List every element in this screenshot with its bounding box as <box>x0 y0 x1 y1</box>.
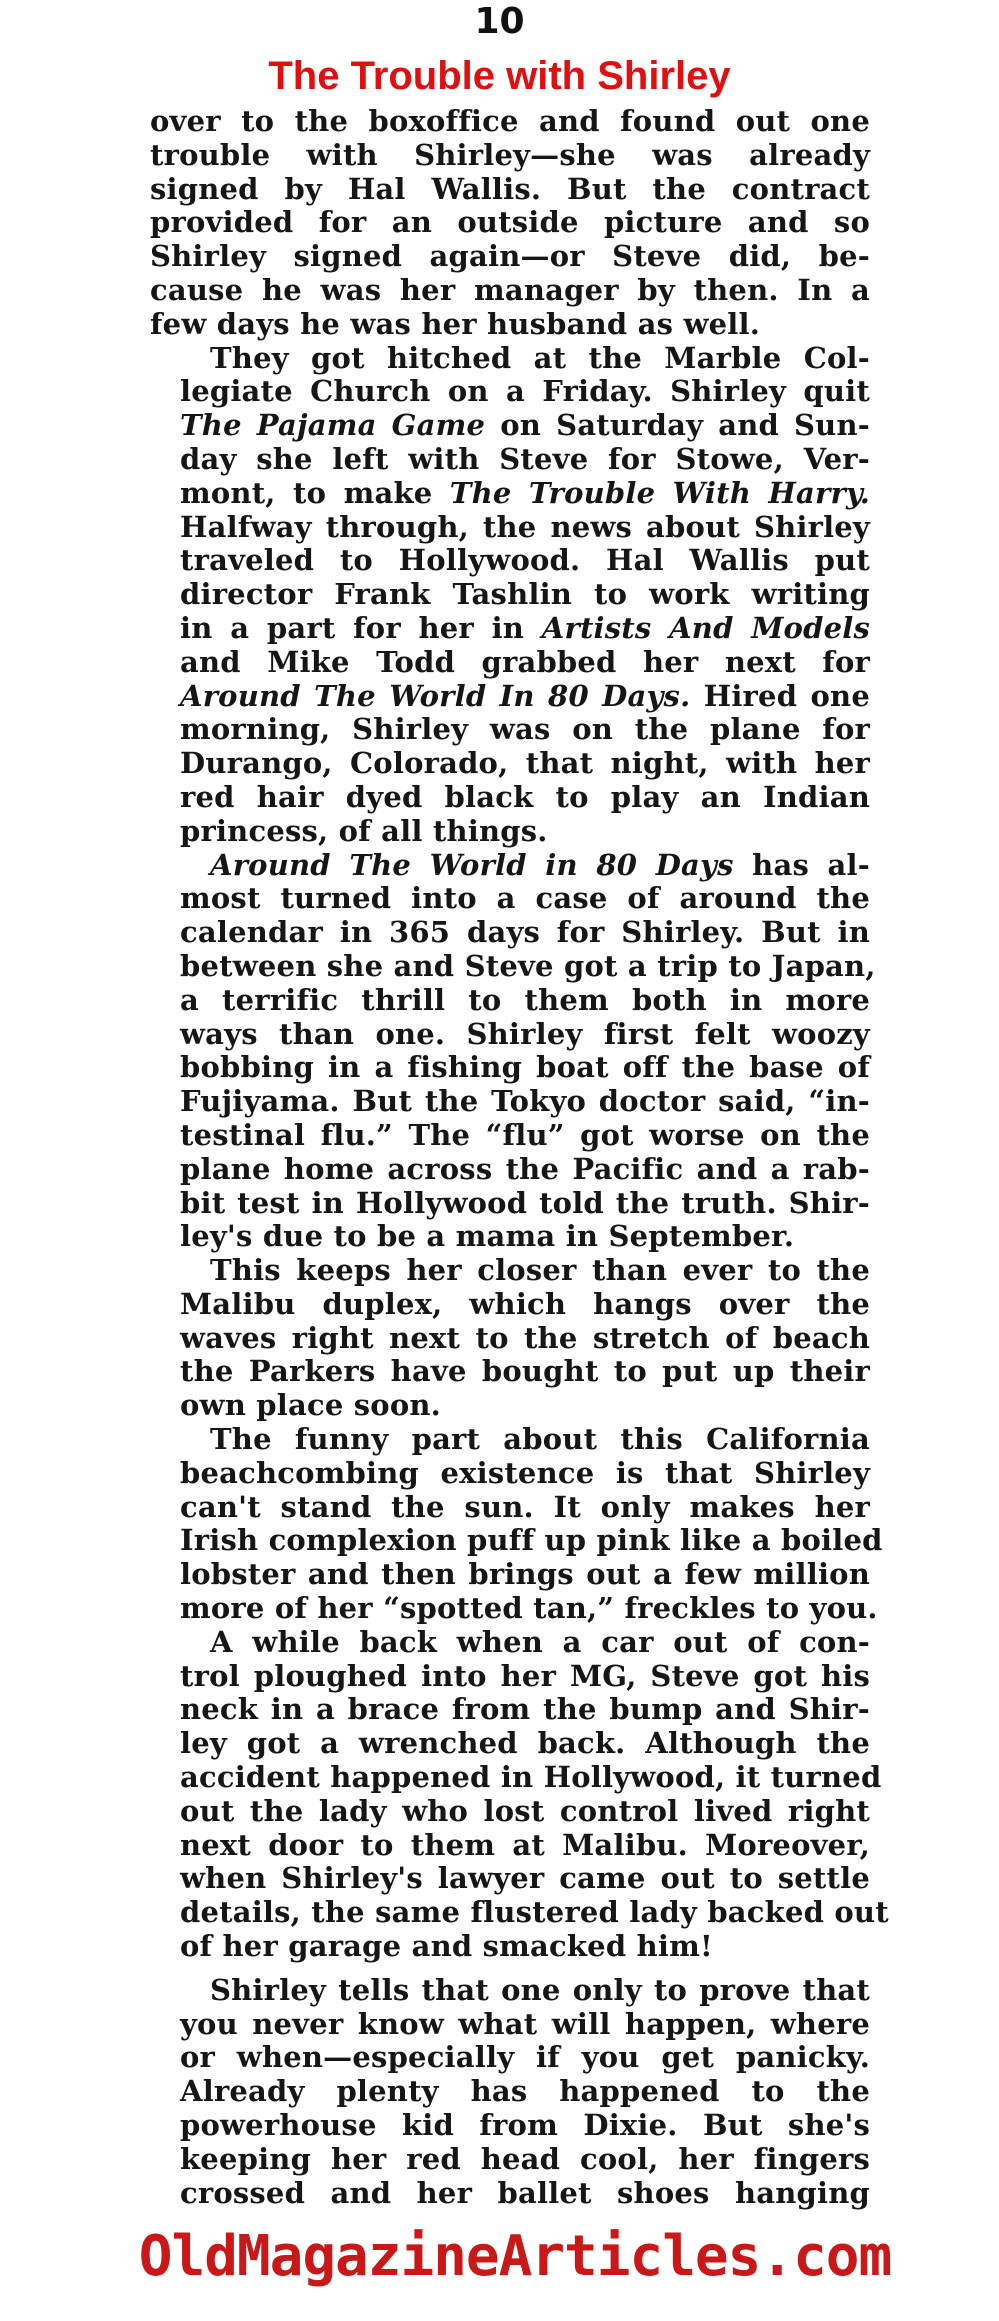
paragraph <box>150 342 870 849</box>
text-line: neck in a brace from the bump and Shir- <box>180 1692 870 1727</box>
text-line: ley's due to be a mama in September. <box>180 1219 795 1254</box>
text-line: keeping her red head cool, her fingers <box>180 2141 870 2176</box>
paragraph <box>150 1624 889 1964</box>
text-line: between she and Steve got a trip to Japan, <box>180 948 876 983</box>
text-line: the Parkers have bought to put up their <box>180 1354 870 1389</box>
text-line: plane home across the Pacific and a rab- <box>180 1151 870 1186</box>
text-line: or when—especially if you get panicky. <box>180 2040 870 2075</box>
article-title: The Trouble with Shirley <box>268 54 731 98</box>
text-line: red hair dyed black to play an Indian <box>180 779 870 814</box>
text-line: provided for an outside picture and so <box>150 205 870 240</box>
text-line: more of her “spotted tan,” freckles to you. <box>180 1591 878 1626</box>
text-line: you never know what will happen, where <box>180 2006 870 2041</box>
text-line: princess, of all things. <box>180 813 548 848</box>
text-line: beachcombing existence is that Shirley <box>180 1455 870 1490</box>
text-line: a terrific thrill to them both in more <box>180 982 870 1017</box>
text-line: crossed and her ballet shoes hanging <box>180 2175 870 2210</box>
paragraph <box>150 1974 870 2211</box>
text-line: trol ploughed into her MG, Steve got his <box>180 1658 870 1693</box>
text-line: A while back when a car out of con- <box>210 1624 870 1659</box>
text-line: powerhouse kid from Dixie. But she's <box>180 2108 870 2143</box>
text-line: Malibu duplex, which hangs over the <box>180 1286 870 1321</box>
site-watermark: OldMagazineArticles.com <box>138 2224 892 2289</box>
text-line: next door to them at Malibu. Moreover, <box>180 1827 870 1862</box>
text-line: Shirley tells that one only to prove that <box>210 1972 870 2007</box>
text-line: morning, Shirley was on the plane for <box>180 712 870 747</box>
text-line: Irish complexion puff up pink like a boiled <box>180 1523 883 1558</box>
text-line: They got hitched at the Marble Col- <box>210 340 870 375</box>
text-line: lobster and then brings out a few million <box>180 1557 870 1592</box>
text-line: ley got a wrenched back. Although the <box>180 1726 870 1761</box>
text-line: Already plenty has happened to the <box>180 2074 870 2109</box>
text-line: calendar in 365 days for Shirley. But in <box>180 915 870 950</box>
text-line: This keeps her closer than ever to the <box>210 1253 870 1288</box>
text-line: Shirley signed again—or Steve did, be- <box>150 239 870 274</box>
text-line: The Pajama Game on Saturday and Sun- <box>180 408 870 443</box>
text-line: when Shirley's lawyer came out to settle <box>180 1861 870 1896</box>
text-line: Halfway through, the news about Shirley <box>180 509 870 544</box>
text-line: Fujiyama. But the Tokyo doctor said, “in- <box>180 1084 870 1119</box>
text-line: legiate Church on a Friday. Shirley quit <box>180 374 870 409</box>
text-line: can't stand the sun. It only makes her <box>180 1489 870 1524</box>
text-line: ways than one. Shirley first felt woozy <box>180 1016 870 1051</box>
text-line: of her garage and smacked him! <box>180 1929 713 1964</box>
text-line: bit test in Hollywood told the truth. Shir- <box>180 1185 870 1220</box>
paragraph <box>150 847 876 1255</box>
text-line: trouble with Shirley—she was already <box>150 137 870 172</box>
paragraph <box>150 105 870 342</box>
text-line: own place soon. <box>180 1388 441 1423</box>
text-line: Around The World in 80 Days has al- <box>210 847 870 882</box>
text-line: cause he was her manager by then. In a <box>150 272 870 307</box>
text-line: signed by Hal Wallis. But the contract <box>150 171 870 206</box>
text-line: bobbing in a fishing boat off the base of <box>180 1050 870 1085</box>
text-line: details, the same flustered lady backed out <box>180 1895 889 1930</box>
text-line: few days he was her husband as well. <box>150 306 761 341</box>
page-number: 10 <box>474 1 525 42</box>
text-line: Durango, Colorado, that night, with her <box>180 746 870 781</box>
text-line: The funny part about this California <box>210 1422 870 1457</box>
text-line: out the lady who lost control lived right <box>180 1793 870 1828</box>
paragraph <box>150 1254 870 1423</box>
text-line: mont, to make The Trouble With Harry. <box>180 475 870 510</box>
text-line: in a part for her in Artists And Models <box>180 610 870 645</box>
text-line: day she left with Steve for Stowe, Ver- <box>180 441 870 476</box>
paragraph <box>150 1422 883 1626</box>
text-line: Around The World In 80 Days. Hired one <box>180 678 870 713</box>
text-line: over to the boxoffice and found out one <box>150 104 870 138</box>
text-line: testinal flu.” The “flu” got worse on the <box>180 1117 870 1152</box>
article-body <box>150 104 889 2210</box>
text-line: traveled to Hollywood. Hal Wallis put <box>180 543 870 578</box>
text-line: most turned into a case of around the <box>180 881 870 916</box>
text-line: accident happened in Hollywood, it turned <box>180 1760 882 1795</box>
text-line: and Mike Todd grabbed her next for <box>180 644 870 679</box>
text-line: waves right next to the stretch of beach <box>180 1320 870 1355</box>
text-line: director Frank Tashlin to work writing <box>180 577 870 612</box>
